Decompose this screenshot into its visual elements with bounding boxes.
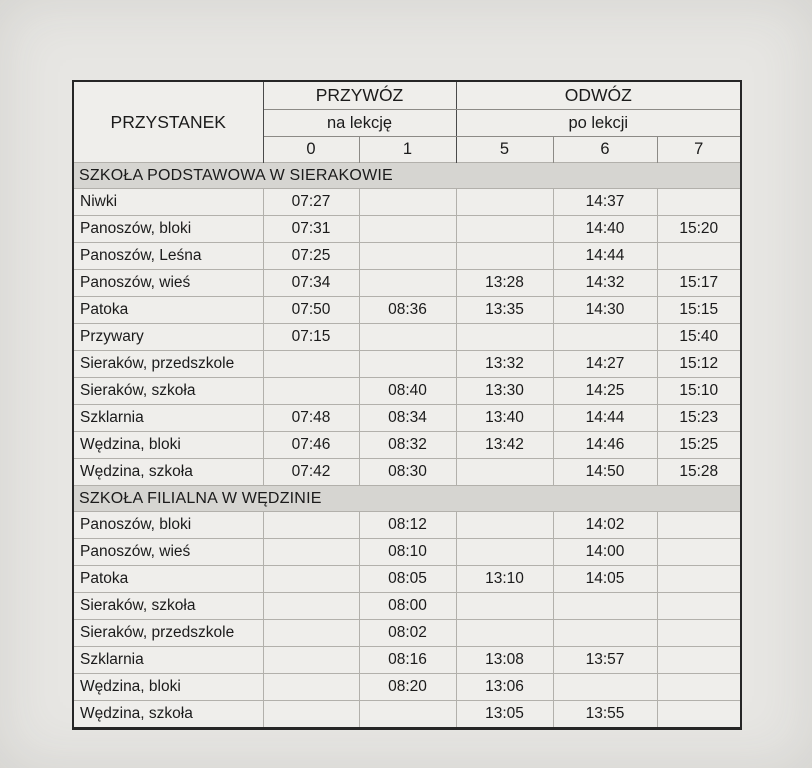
table-row xyxy=(73,297,741,324)
time-cell: 14:40 xyxy=(553,216,657,243)
time-cell: 08:40 xyxy=(359,378,456,405)
time-cell xyxy=(359,701,456,729)
stop-name: Patoka xyxy=(73,566,263,593)
time-cell: 14:05 xyxy=(553,566,657,593)
section-title: SZKOŁA PODSTAWOWA W SIERAKOWIE xyxy=(73,163,741,189)
hour-label-5: 5 xyxy=(456,137,553,163)
time-cell xyxy=(456,216,553,243)
time-cell xyxy=(456,324,553,351)
time-cell: 08:16 xyxy=(359,647,456,674)
time-cell: 15:15 xyxy=(657,297,741,324)
time-cell: 13:28 xyxy=(456,270,553,297)
stop-name: Sieraków, szkoła xyxy=(73,378,263,405)
table-row xyxy=(73,243,741,270)
time-cell: 13:35 xyxy=(456,297,553,324)
stop-name: Wędzina, bloki xyxy=(73,432,263,459)
time-cell xyxy=(456,539,553,566)
timetable-body xyxy=(73,163,741,729)
time-cell: 07:42 xyxy=(263,459,359,486)
stop-name: Szklarnia xyxy=(73,405,263,432)
time-cell: 13:55 xyxy=(553,701,657,729)
stop-name: Wędzina, bloki xyxy=(73,674,263,701)
header-row-groups xyxy=(73,81,741,110)
time-cell: 08:30 xyxy=(359,459,456,486)
column-group-odwoz: ODWÓZ xyxy=(456,81,741,110)
section-header-row xyxy=(73,163,741,189)
time-cell xyxy=(359,216,456,243)
table-row xyxy=(73,459,741,486)
hour-label-1: 1 xyxy=(359,137,456,163)
stop-name: Panoszów, wieś xyxy=(73,539,263,566)
time-cell: 13:32 xyxy=(456,351,553,378)
time-cell: 15:28 xyxy=(657,459,741,486)
time-cell xyxy=(263,351,359,378)
time-cell: 14:44 xyxy=(553,243,657,270)
time-cell: 07:27 xyxy=(263,189,359,216)
table-row xyxy=(73,593,741,620)
stop-name: Panoszów, bloki xyxy=(73,216,263,243)
time-cell: 08:20 xyxy=(359,674,456,701)
time-cell xyxy=(657,189,741,216)
time-cell xyxy=(657,701,741,729)
time-cell xyxy=(657,647,741,674)
time-cell xyxy=(456,512,553,539)
time-cell: 14:02 xyxy=(553,512,657,539)
time-cell: 14:44 xyxy=(553,405,657,432)
time-cell xyxy=(263,674,359,701)
time-cell: 15:23 xyxy=(657,405,741,432)
table-row xyxy=(73,378,741,405)
time-cell xyxy=(657,620,741,647)
section-title: SZKOŁA FILIALNA W WĘDZINIE xyxy=(73,486,741,512)
time-cell: 15:40 xyxy=(657,324,741,351)
stop-name: Sieraków, przedszkole xyxy=(73,620,263,647)
time-cell: 13:08 xyxy=(456,647,553,674)
time-cell: 13:10 xyxy=(456,566,553,593)
time-cell: 08:00 xyxy=(359,593,456,620)
time-cell xyxy=(657,512,741,539)
column-group-przywoz: PRZYWÓZ xyxy=(263,81,456,110)
time-cell xyxy=(359,243,456,270)
column-subtitle-na-lekcje: na lekcję xyxy=(263,110,456,137)
time-cell xyxy=(456,620,553,647)
time-cell: 07:15 xyxy=(263,324,359,351)
time-cell: 08:12 xyxy=(359,512,456,539)
time-cell: 08:36 xyxy=(359,297,456,324)
time-cell xyxy=(657,539,741,566)
time-cell xyxy=(263,593,359,620)
time-cell: 13:42 xyxy=(456,432,553,459)
time-cell: 08:34 xyxy=(359,405,456,432)
table-row xyxy=(73,270,741,297)
time-cell: 07:31 xyxy=(263,216,359,243)
time-cell: 07:50 xyxy=(263,297,359,324)
table-row xyxy=(73,189,741,216)
time-cell: 15:10 xyxy=(657,378,741,405)
table-row xyxy=(73,512,741,539)
stop-name: Sieraków, przedszkole xyxy=(73,351,263,378)
time-cell: 08:10 xyxy=(359,539,456,566)
time-cell: 07:46 xyxy=(263,432,359,459)
time-cell: 07:48 xyxy=(263,405,359,432)
time-cell xyxy=(456,243,553,270)
stop-name: Panoszów, Leśna xyxy=(73,243,263,270)
time-cell xyxy=(553,674,657,701)
time-cell xyxy=(263,620,359,647)
table-row xyxy=(73,216,741,243)
table-row xyxy=(73,620,741,647)
time-cell: 13:06 xyxy=(456,674,553,701)
time-cell xyxy=(456,189,553,216)
table-row xyxy=(73,351,741,378)
time-cell xyxy=(263,539,359,566)
time-cell xyxy=(359,324,456,351)
time-cell xyxy=(553,324,657,351)
time-cell xyxy=(263,566,359,593)
time-cell: 14:00 xyxy=(553,539,657,566)
column-header-przystanek: PRZYSTANEK xyxy=(73,81,263,163)
stop-name: Panoszów, bloki xyxy=(73,512,263,539)
time-cell: 08:32 xyxy=(359,432,456,459)
stop-name: Wędzina, szkoła xyxy=(73,701,263,729)
time-cell: 14:32 xyxy=(553,270,657,297)
stop-name: Panoszów, wieś xyxy=(73,270,263,297)
time-cell: 14:37 xyxy=(553,189,657,216)
time-cell: 13:30 xyxy=(456,378,553,405)
table-row xyxy=(73,566,741,593)
stop-name: Sieraków, szkoła xyxy=(73,593,263,620)
table-row xyxy=(73,539,741,566)
table-row xyxy=(73,701,741,729)
time-cell xyxy=(456,459,553,486)
time-cell xyxy=(263,512,359,539)
time-cell xyxy=(553,593,657,620)
time-cell: 14:30 xyxy=(553,297,657,324)
time-cell: 08:05 xyxy=(359,566,456,593)
time-cell xyxy=(359,189,456,216)
stop-name: Patoka xyxy=(73,297,263,324)
time-cell xyxy=(657,243,741,270)
table-row xyxy=(73,324,741,351)
bus-timetable xyxy=(72,80,742,730)
time-cell: 15:17 xyxy=(657,270,741,297)
table-row xyxy=(73,405,741,432)
hour-label-7: 7 xyxy=(657,137,741,163)
time-cell: 14:50 xyxy=(553,459,657,486)
section-header-row xyxy=(73,486,741,512)
table-row xyxy=(73,647,741,674)
time-cell xyxy=(359,270,456,297)
time-cell xyxy=(359,351,456,378)
table-row xyxy=(73,674,741,701)
timetable-header xyxy=(73,81,741,163)
stop-name: Wędzina, szkoła xyxy=(73,459,263,486)
column-subtitle-po-lekcji: po lekcji xyxy=(456,110,741,137)
time-cell: 08:02 xyxy=(359,620,456,647)
time-cell: 15:25 xyxy=(657,432,741,459)
time-cell: 15:20 xyxy=(657,216,741,243)
time-cell: 07:25 xyxy=(263,243,359,270)
time-cell: 14:25 xyxy=(553,378,657,405)
time-cell xyxy=(263,701,359,729)
time-cell: 13:57 xyxy=(553,647,657,674)
time-cell xyxy=(657,674,741,701)
time-cell: 14:27 xyxy=(553,351,657,378)
time-cell: 07:34 xyxy=(263,270,359,297)
time-cell xyxy=(657,566,741,593)
time-cell: 15:12 xyxy=(657,351,741,378)
table-row xyxy=(73,432,741,459)
time-cell xyxy=(263,647,359,674)
time-cell xyxy=(553,620,657,647)
time-cell xyxy=(657,593,741,620)
stop-name: Przywary xyxy=(73,324,263,351)
time-cell: 13:40 xyxy=(456,405,553,432)
time-cell xyxy=(263,378,359,405)
hour-label-0: 0 xyxy=(263,137,359,163)
time-cell xyxy=(456,593,553,620)
time-cell: 14:46 xyxy=(553,432,657,459)
stop-name: Szklarnia xyxy=(73,647,263,674)
hour-label-6: 6 xyxy=(553,137,657,163)
stop-name: Niwki xyxy=(73,189,263,216)
time-cell: 13:05 xyxy=(456,701,553,729)
